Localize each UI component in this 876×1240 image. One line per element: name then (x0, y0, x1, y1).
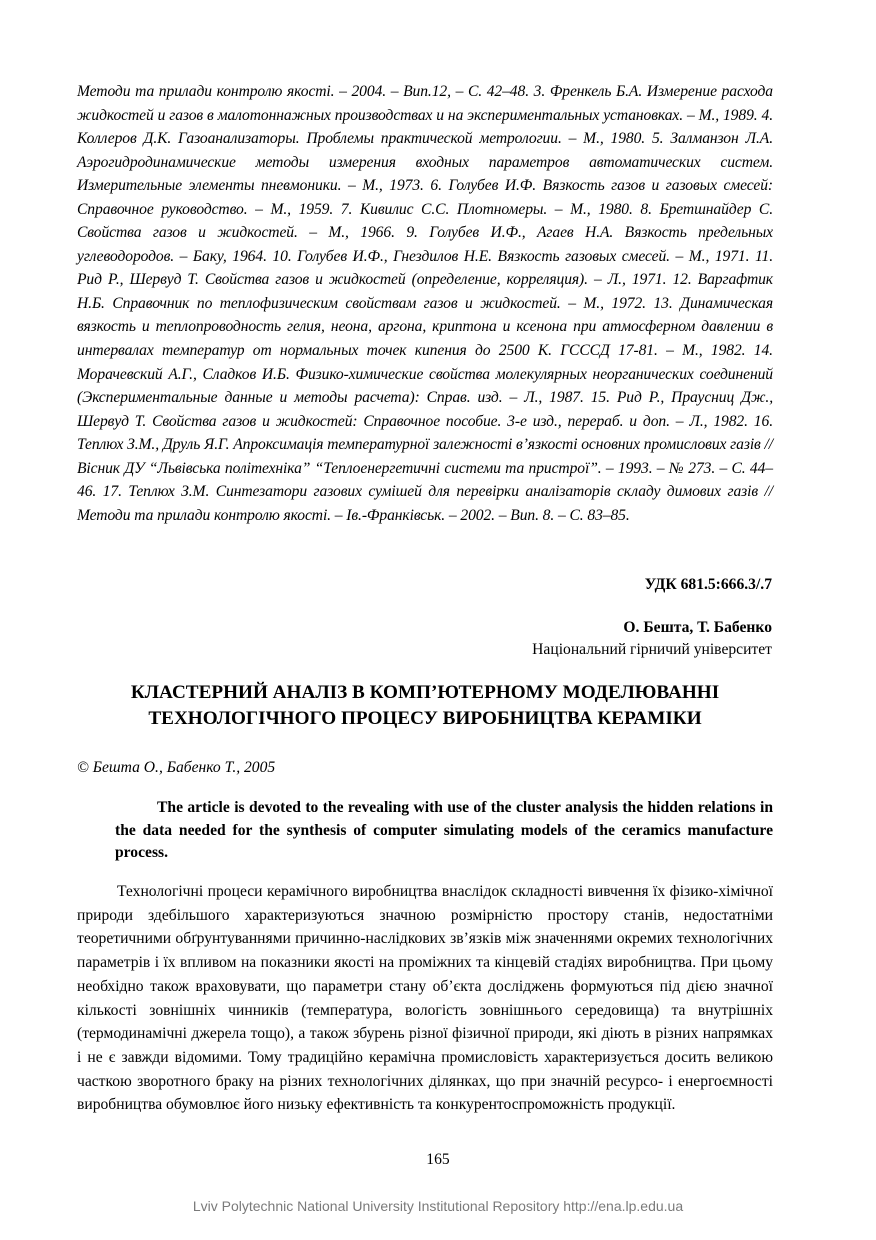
article-abstract: The article is devoted to the revealing with use of the cluster analysis the hidden relations in the data needed for the synthesis of computer simulating models of the ceramics manufacture process. (115, 799, 773, 861)
repository-footer: Lviv Polytechnic National University Institutional Repository http://ena.lp.edu.ua (192, 1198, 684, 1214)
article-title-line-1: КЛАСТЕРНИЙ АНАЛІЗ В КОМП’ЮТЕРНОМУ МОДЕЛЮВАННІ (130, 682, 720, 703)
article-title (77, 680, 773, 732)
references-continuation: Методи та прилади контролю якості. – 2004. – Вип.12, – С. 42–48. 3. Френкель Б.А. Измерение расхода жидкостей и газов в малотоннажных производствах и на экспериментальных установках. – М., 1989. 4. Коллеров Д.К. Газоанализаторы. Проблемы практической метрологии. – М., 1980. 5. Залманзон Л.А. Аэрогидродинамические методы измерения входных параметров автоматических систем. Измерительные элементы пневмоники. – М., 1973. 6. Голубев И.Ф. Вязкость газов и газовых смесей: Справочное руководство. – М., 1959. 7. Кивилис С.С. Плотномеры. – М., 1980. 8. Бретшнайдер С. Свойства газов и жидкостей. – М., 1966. 9. Голубев И.Ф., Агаев Н.А. Вязкость предельных углеводородов. – Баку, 1964. 10. Голубев И.Ф., Гнездилов Н.Е. Вязкость газовых смесей. – М., 1971. 11. Рид Р., Шервуд Т. Свойства газов и жидкостей (определение, корреляция). – Л., 1971. 12. Варгафтик Н.Б. Справочник по теплофизическим свойствам газов и жидкостей. – М., 1972. 13. Динамическая вязкость и теплопроводность гелия, неона, аргона, криптона и ксенона при атмосферном давлении в интервалах температур от нормальных точек кипения до 2500 К. ГСССД 17-81. – М., 1982. 14. Морачевский А.Г., Сладков И.Б. Физико-химические свойства молекулярных неорганических соединений (Экспериментальные данные и методы расчета): Справ. изд. – Л., 1987. 15. Рид Р., Праусниц Дж., Шервуд Т. Свойства газов и жидкостей: Справочное пособие. 3-е изд., перераб. и доп. – Л., 1982. 16. Теплюх З.М., Друль Я.Г. Апроксимація температурної залежності в’язкості основних промислових газів //Вісник ДУ “Львівська політехніка” “Теплоенергетичні системи та пристрої”. – 1993. – № 273. – С. 44– 46. 17. Теплюх З.М. Синтезатори газових сумішей для перевірки аналізаторів складу димових газів // Методи та прилади контролю якості. – Ів.-Франківськ. – 2002. – Вип. 8. – С. 83–85. (77, 83, 773, 524)
author-affiliation: Національний гірничий університет (532, 641, 772, 658)
body-paragraph: Технологічні процеси керамічного виробництва внаслідок складності вивчення їх фізико-хімічної природи здебільшого характеризуються значною розмірністю простору станів, недостатніми теоретичними обґрунтуваннями причинно-наслідкових зв’язків між значеннями окремих технологічних параметрів і їх впливом на показники якості на проміжних та кінцевій стадіях виробництва. При цьому необхідно також враховувати, що параметри стану об’єкта досліджень формуються під дією значної кількості зовнішніх чинників (температура, вологість зовнішнього середовища) та внутрішніх (термодинамічні джерела тощо), а також збурень різної фізичної природи, які діють в різних напрямках і не є завжди відомими. Тому традиційно керамічна промисловість характеризується досить великою часткою зворотного браку на різних технологічних ділянках, що при значній ресурсо- і енергоємності виробництва обумовлює його низьку ефективність та конкурентоспроможність продукції. (77, 883, 773, 1114)
article-title-line-2: ТЕХНОЛОГІЧНОГО ПРОЦЕСУ ВИРОБНИЦТВА КЕРАМІКИ (148, 708, 702, 729)
page-number: 165 (426, 1151, 450, 1168)
copyright-notice: © Бешта О., Бабенко Т., 2005 (77, 759, 276, 776)
udk-code: УДК 681.5:666.3/.7 (644, 576, 772, 593)
article-authors: О. Бешта, Т. Бабенко (623, 619, 772, 636)
